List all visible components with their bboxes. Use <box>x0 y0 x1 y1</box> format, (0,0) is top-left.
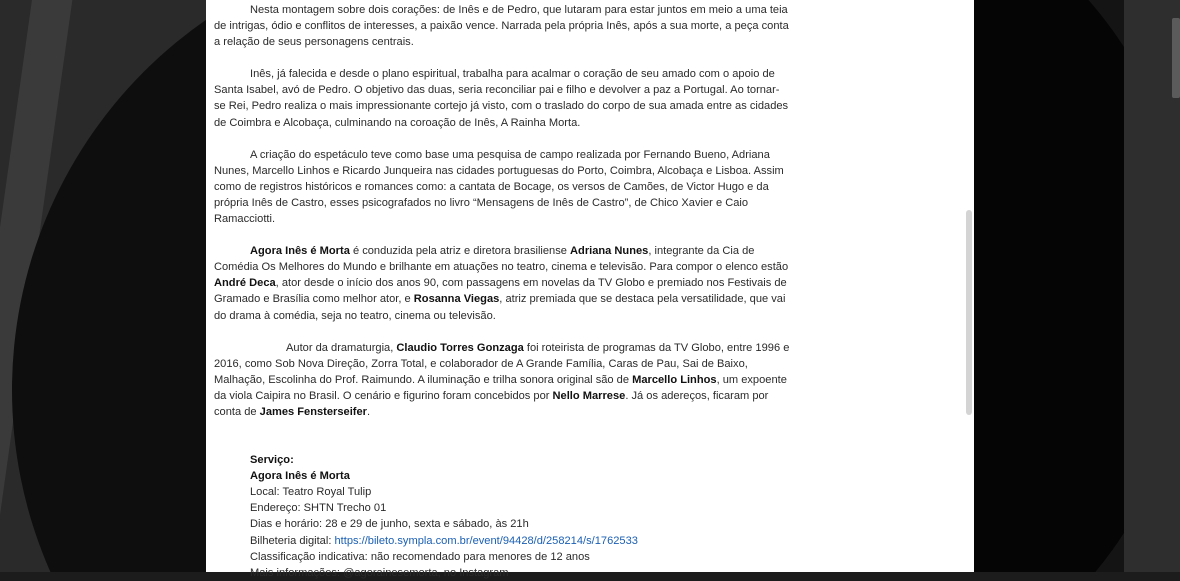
service-schedule: Dias e horário: 28 e 29 de junho, sexta e sábado, às 21h <box>250 518 529 531</box>
service-heading: Serviço: <box>250 454 294 467</box>
bold-author: Claudio Torres Gonzaga <box>396 341 524 354</box>
article-body <box>214 0 790 581</box>
service-tickets: Bilheteria digital: https://bileto.sympla.com.br/event/94428/d/258214/s/1762533 <box>250 534 638 547</box>
service-more-info: Mais informações: @agorainesemorta, no Instagram <box>250 566 509 579</box>
article-page <box>206 0 974 579</box>
bold-props: James Fensterseifer <box>259 405 367 418</box>
bold-scenography: Nello Marrese <box>552 389 626 402</box>
bold-actor: André Deca <box>214 277 276 290</box>
right-backdrop <box>974 0 1180 572</box>
paragraph-plot: Inês, já falecida e desde o plano espiritual, trabalha para acalmar o coração de seu amado com o apoio de Santa Isabel, avó de Pedro. O objetivo das duas, seria reconciliar pai e filho e devolver a paz a Portugal. Ao tornar-se Rei, Pedro realiza o mais impressionante cortejo já visto, com o traslado do corpo de sua amada entre as cidades de Coimbra e Alcobaça, culminando na coroação de Inês, A Rainha Morta. <box>214 68 789 129</box>
bold-actress: Rosanna Viegas <box>413 293 500 306</box>
bold-music: Marcello Linhos <box>632 373 717 386</box>
left-backdrop <box>0 0 206 572</box>
service-local: Local: Teatro Royal Tulip <box>250 486 372 499</box>
bold-director: Adriana Nunes <box>570 245 649 258</box>
paragraph-intro: Nesta montagem sobre dois corações: de Inês e de Pedro, que lutaram para estar juntos em meio a uma teia de intrigas, ódio e conflitos de interesses, a paixão vence. Narrada pela própria Inês, após a sua morte, a peça conta a relação de seus personagens centrais. <box>214 4 789 49</box>
service-address: Endereço: SHTN Trecho 01 <box>250 502 387 515</box>
paragraph-research: A criação do espetáculo teve como base uma pesquisa de campo realizada por Fernando Bueno, Adriana Nunes, Marcello Linhos e Ricardo Junqueira nas cidades portuguesas do Porto, Coimbra, Alcobaça e Lisboa. Assim como de registros históricos e romances como: a cantata de Bocage, os versos de Camões, de Victor Hugo e da própria Inês de Castro, esses psicografados no livro “Mensagens de Inês de Castro”, de Chico Xavier e Caio Ramacciotti. <box>214 148 784 226</box>
ticket-link[interactable]: https://bileto.sympla.com.br/event/94428/d/258214/s/1762533 <box>334 534 638 547</box>
bold-title: Agora Inês é Morta <box>250 245 350 258</box>
paragraph-cast: Agora Inês é Morta é conduzida pela atriz e diretora brasiliense Adriana Nunes, integrante da Cia de Comédia Os Melhores do Mundo e brilhante em atuações no teatro, cinema e televisão. Para compor o elenco estão André Deca, ator desde o início dos anos 90, com passagens em novelas da TV Globo e premiado nos Festivais de Gramado e Brasília como melhor ator, e Rosanna Viegas, atriz premiada que se destaca pela versatilidade, que vai do drama à comédia, seja no teatro, cinema ou televisão. <box>214 245 789 322</box>
paragraph-crew: Autor da dramaturgia, Claudio Torres Gonzaga foi roteirista de programas da TV Globo, entre 1996 e 2016, como Sob Nova Direção, Zorra Total, e colaborador de A Grande Família, Caras de Pau, Sai de Baixo, Malhação, Escolinha do Prof. Raimundo. A iluminação e trilha sonora original são de Marcello Linhos, um expoente da viola Caipira no Brasil. O cenário e figurino foram concebidos por Nello Marrese. Já os adereços, ficaram por conta de James Fensterseifer. <box>214 341 790 418</box>
service-title: Agora Inês é Morta <box>250 470 350 483</box>
scrollbar-thumb[interactable] <box>966 210 972 415</box>
service-info <box>214 452 790 581</box>
service-rating: Classificação indicativa: não recomendado para menores de 12 anos <box>250 550 590 563</box>
window-scrollbar[interactable] <box>1172 18 1180 98</box>
